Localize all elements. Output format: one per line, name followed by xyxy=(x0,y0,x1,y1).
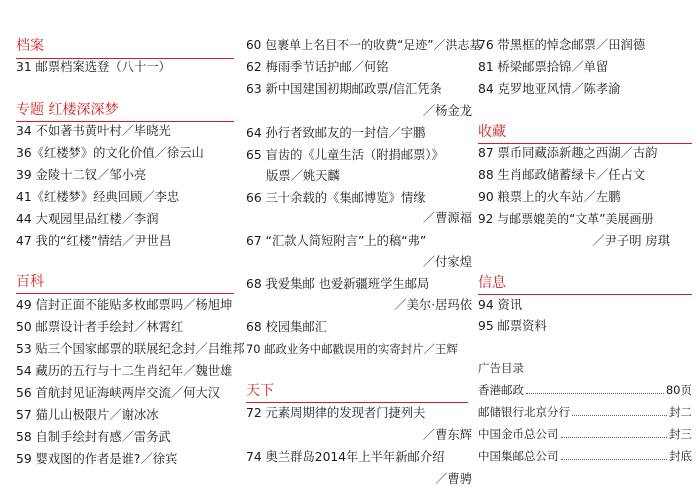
toc-entry-author[interactable]: ／曹源福 xyxy=(422,211,472,225)
section-title-archive: 档案 xyxy=(16,38,44,54)
ad-page: 80页 xyxy=(665,383,692,397)
toc-entry-author[interactable]: ／杨金龙 xyxy=(422,104,472,118)
toc-entry-author[interactable]: ／美尔·居玛依 xyxy=(394,298,472,312)
toc-entry[interactable]: 59 婴戏图的作者是谁?／徐宾 xyxy=(16,452,178,466)
toc-entry[interactable]: 92 与邮票媲美的“文革”美展画册 xyxy=(478,212,654,226)
toc-entry[interactable]: 72 元素周期律的发现者门捷列夫 xyxy=(246,406,426,420)
toc-entry-author[interactable]: ／尹子明 房琪 xyxy=(592,234,670,248)
toc-entry[interactable]: 88 生肖邮政储蓄绿卡／任占文 xyxy=(478,168,646,182)
dot-leader xyxy=(561,448,668,460)
toc-entry[interactable]: 74 奥兰群岛2014年上半年新邮介绍 xyxy=(246,450,445,464)
section-title-collection: 收藏 xyxy=(478,124,506,140)
toc-entry[interactable]: 34 不如著书黄叶村／毕晓光 xyxy=(16,124,171,138)
section-title-info: 信息 xyxy=(478,275,506,291)
dot-leader xyxy=(561,426,668,438)
toc-entry[interactable]: 87 票币同藏添新趣之西湖／古韵 xyxy=(478,146,658,160)
toc-entry[interactable]: 54 藏历的五行与十二生肖纪年／魏世雄 xyxy=(16,364,233,378)
toc-entry[interactable]: 36《红楼梦》的文化价值／徐云山 xyxy=(16,146,204,160)
toc-entry[interactable]: 68 我爱集邮 也爱新疆班学生邮局 xyxy=(246,277,430,291)
section-title-encyclopedia: 百科 xyxy=(16,274,44,290)
toc-entry[interactable]: 67 “汇款人简短附言”上的稿“弗” xyxy=(246,234,427,248)
toc-entry[interactable]: 95 邮票资料 xyxy=(478,319,547,333)
toc-entry[interactable]: 70 邮政业务中邮戳误用的实寄封片／王辉 xyxy=(246,342,458,356)
toc-entry-author[interactable]: ／付家煌 xyxy=(422,255,472,269)
toc-entry[interactable]: 39 金陵十二钗／邹小亮 xyxy=(16,168,147,182)
ad-name: 中国集邮总公司 xyxy=(478,449,559,463)
ad-index-row[interactable] xyxy=(478,426,692,442)
toc-entry-author[interactable]: ／曹东辉 xyxy=(422,428,472,442)
ad-page: 封二 xyxy=(669,405,692,419)
toc-entry[interactable]: 63 新中国建国初期邮政票/信汇凭条 xyxy=(246,82,442,96)
toc-entry[interactable]: 50 邮票设计者手绘封／林霄红 xyxy=(16,320,184,334)
section-divider xyxy=(16,293,234,294)
toc-entry[interactable]: 41《红楼梦》经典回顾／李忠 xyxy=(16,190,180,204)
dot-leader xyxy=(572,404,667,416)
toc-entry-author[interactable]: ／曹骋 xyxy=(435,472,472,486)
ad-name: 中国金币总公司 xyxy=(478,427,559,441)
ad-index-row[interactable] xyxy=(478,448,692,464)
toc-entry[interactable]: 31 邮票档案选登（八十一） xyxy=(16,60,171,74)
toc-entry[interactable]: 65 盲齿的《儿童生活（附捐邮票）》 xyxy=(246,148,444,162)
toc-entry[interactable]: 58 自制手绘封有感／雷务武 xyxy=(16,430,171,444)
section-divider xyxy=(478,143,692,144)
toc-entry[interactable]: 56 首航封见证海峡两岸交流／何大汉 xyxy=(16,386,221,400)
toc-entry[interactable]: 62 梅雨季节话护邮／何铭 xyxy=(246,60,389,74)
ad-name: 邮储银行北京分行 xyxy=(478,405,570,419)
toc-entry[interactable]: 68 校园集邮汇 xyxy=(246,320,328,334)
section-title-world: 天下 xyxy=(246,383,274,399)
toc-entry[interactable]: 76 带黑框的悼念邮票／田润德 xyxy=(478,38,646,52)
ad-name: 香港邮政 xyxy=(478,383,524,397)
toc-entry[interactable]: 53 贴三个国家邮票的联展纪念封／吕维邦 xyxy=(16,342,245,356)
ad-index-row[interactable] xyxy=(478,404,692,420)
toc-entry[interactable]: 81 桥梁邮票拾锦／单留 xyxy=(478,60,609,74)
toc-entry[interactable]: 47 我的“红楼”情结／尹世昌 xyxy=(16,234,172,248)
toc-entry[interactable]: 64 孙行者致邮友的一封信／宇鹏 xyxy=(246,126,426,140)
section-title-special: 专题 红楼深深梦 xyxy=(16,102,119,118)
toc-entry[interactable]: 49 信封正面不能贴多枚邮票吗／杨旭坤 xyxy=(16,298,233,312)
ad-page: 封三 xyxy=(669,427,692,441)
toc-entry[interactable]: 66 三十余载的《集邮博览》情缘 xyxy=(246,191,426,205)
toc-entry[interactable]: 84 克罗地亚风情／陈孝渝 xyxy=(478,82,621,96)
section-divider xyxy=(478,294,692,295)
ad-page: 封底 xyxy=(669,449,692,463)
toc-entry[interactable]: 90 粮票上的火车站／左鹏 xyxy=(478,190,621,204)
toc-entry[interactable]: 57 猫儿山极限片／谢冰冰 xyxy=(16,408,159,422)
dot-leader xyxy=(526,382,664,394)
toc-entry[interactable]: 94 资讯 xyxy=(478,298,523,312)
ad-index-row[interactable] xyxy=(478,382,692,398)
toc-entry[interactable]: 44 大观园里品红楼／李润 xyxy=(16,212,159,226)
ad-index-title: 广告目录 xyxy=(478,361,524,375)
toc-entry[interactable]: 60 包裹单上名目不一的收费“足迹”／洪志基 xyxy=(246,38,482,52)
toc-entry-continued[interactable]: 版票／姚天麟 xyxy=(266,169,340,183)
section-divider xyxy=(246,402,468,403)
section-divider xyxy=(16,121,234,122)
